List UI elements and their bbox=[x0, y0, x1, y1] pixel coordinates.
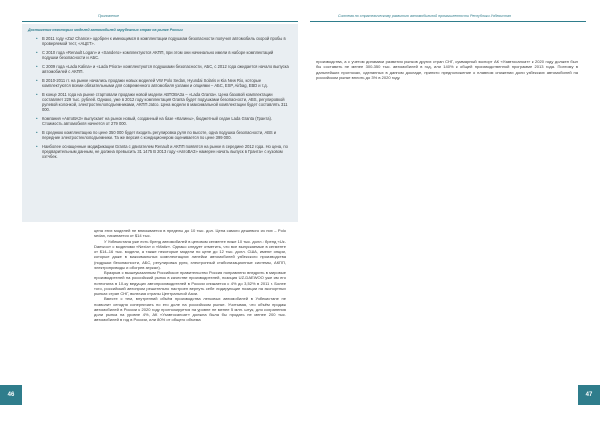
body-paragraph: цена этих моделей не вписывается в пределы до 10 тыс. дол. Цена самого дешевого из них – Polo sedan, начинается от $14 тыс. bbox=[94, 228, 286, 239]
list-item: • В 2010-2011 гг. на рынке начались продажи новых моделей VW Polo Sedan, Hyundai Solaris и Kia New Rio, которые комплектуются всеми обязательными для современного автомобиля узлами и опциями – АБС, ESP, Airbag, EBD и т.д. bbox=[36, 77, 268, 88]
right-running-head: Система по стратегическому развитию автомобильной промышленности Республики Узбекистан bbox=[338, 14, 511, 18]
body-paragraph: производства, а с учетом динамики развития рынков других стран СНГ, суммарный экспорт АК «Узавтосаноат» к 2020 году должен был бы составить не менее 300-350 тыс. автомобилей в год, или 140% к общей производственной программе 2013 года. Поэтому в дальнейших прогнозах, сделанных в данном докладе, принято предположение о плавном снижении доли узбекских автомобилей на российском рынке вплоть до 3% в 2020 году. bbox=[316, 59, 578, 80]
sidebar-title: Достижения некоторых моделей автомобилей зарубежных стран на рынке России bbox=[28, 28, 183, 32]
bullet-icon: • bbox=[36, 91, 38, 97]
left-running-head: Приложение bbox=[98, 14, 119, 18]
right-header-rule bbox=[310, 21, 586, 22]
sidebar-list bbox=[28, 36, 290, 160]
bullet-icon: • bbox=[36, 116, 38, 121]
left-page-number: 46 bbox=[0, 385, 22, 405]
right-page bbox=[310, 38, 586, 404]
list-item: • В конце 2011 года на рынке стартовали продажи новой модели АВТОВАЗа – «Lada Granta». Цена базовой комплектации составляет 229 тыс. рублей. Однако, уже в 2012 году комплектация Granta будет подушками безопасности, ABS, регулировкой рулевой колонкой, электростеклоподъемниками, АКПП Jatco. Цена модели в максимальной комплектации будет составлять 311 000. bbox=[36, 91, 288, 113]
bullet-icon: • bbox=[36, 49, 38, 55]
body-paragraph: Вразрыв с вышеуказанным Российское правительство Россия поправлено внедрить в мировые производителей на российский рынок в качестве производителей, позиция UZ-DAEWOO уже им его потеснила в 10-ку ведущих автопроизводителей в России снижается с 4% до 3,52% в 2011 г. Более того, российский автопром решительно настроен вернуть себе лидирующие позиции на экспортных рынках стран СНГ, включая страны Центральной Азии. bbox=[94, 270, 286, 296]
list-item: • Наиболее оснащенные модификации Granta с двигателем Renault и АКПП появятся на рынке в середине 2012 года. Но цена, по предварительным данным, не должна превысить 31 1475 В 2013 году «АвтоВАЗ» намерен начать выпуск в Гранта» с кузовом хэтчбек. bbox=[36, 144, 288, 160]
list-item: • В 2011 году «Zaz Chance» одобрен к имеющимся в комплектации подушкам безопасности получил автомобиль скорой пробы в проверяемой тест, «АЦЕТ». bbox=[36, 35, 286, 46]
bullet-icon: • bbox=[36, 144, 38, 149]
body-paragraph: У Узбекистана уже есть бренд автомобилей в ценовом сегменте ниже 10 тыс. долл.: бренд «Uz-Daewoo» с моделями «Nexia» и «Matiz». Однако следует отметить, что все выпускаемые в сегменте от $14–16 тыс. модели, а также некоторые модели по цене до 12 тыс. долл. США, имеют опции, которые даже в максимальных комплектациях линейки автомобилей узбекского производства (подушки безопасности, АБС, регулировка руля, электронный стабилизационные системы, АКПП, электроприводы и обогрев зеркал). bbox=[94, 238, 286, 270]
bullet-icon: • bbox=[36, 77, 38, 83]
list-item: • С 2009 года «Lada Kalina» и «Lada Priora» комплектуются подушками безопасности, АБС, с 2012 года ожидается начало выпуска автомобилей с АКПП. bbox=[36, 63, 289, 74]
bullet-icon: • bbox=[36, 63, 38, 69]
list-item: • В среднюю комплектацию по цене 350 000 будет входить регулировка руля по высоте, одна подушка безопасности, ABS и передние электростеклоподъемники. Та же версия с кондиционером оценивается по цене 399 000. bbox=[36, 130, 277, 141]
left-header-rule bbox=[22, 21, 298, 22]
list-item: • С 2010 года «Renault Logan» и «Sandero» комплектуются АКПП, при этом они начинально имели в наборе комплектаций подушки безопасности и АБС. bbox=[36, 49, 274, 60]
bullet-icon: • bbox=[36, 35, 38, 41]
left-body-text bbox=[94, 228, 286, 323]
list-item: • Компания «АвтоВАЗ» выпускает на рынок новый, созданный на базе «Калины», бюджетный седан Lada Granta (Гранта). Стоимость автомобиля начнется от 279 000. bbox=[36, 116, 272, 127]
sidebar-box bbox=[22, 24, 298, 222]
right-body-text bbox=[316, 59, 578, 80]
body-paragraph: Вместе с тем, внутренний объём производства легковых автомобилей в Узбекистане не позволит сегодня соперничать по его доле на российском рынке. Учитывая, что объём продаж автомобилей в России к 2020 году прогнозируется на уровне не менее 5 млн. штук, для сохранения доли рынка на уровне 4%, АК «Узавтосаноат» должна была бы продать не менее 200 тыс. автомобилей в год в России, или 80% от общего объема bbox=[94, 296, 286, 323]
bullet-icon: • bbox=[36, 130, 38, 135]
right-page-number: 47 bbox=[578, 385, 600, 405]
